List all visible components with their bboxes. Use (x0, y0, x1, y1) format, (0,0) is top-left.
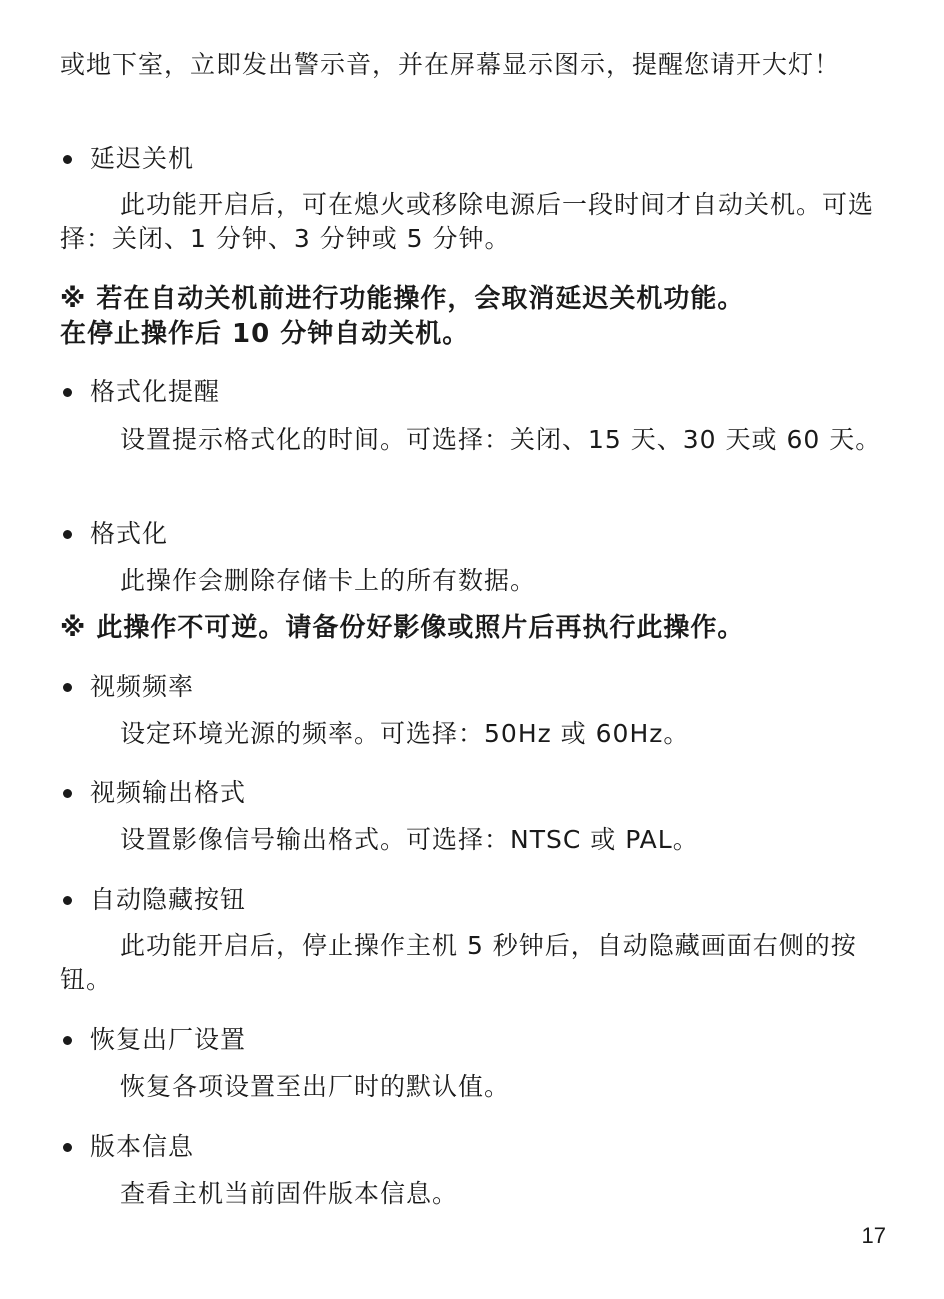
section-body-version-info: 查看主机当前固件版本信息。 (120, 1179, 459, 1208)
section-heading-delay-shutdown (60, 142, 890, 176)
section-title: 格式化提醒 (90, 377, 221, 406)
section-body-format-reminder: 设置提示格式化的时间。可选择：关闭、15 天、30 天或 60 天。 (120, 425, 882, 454)
bullet-icon (63, 155, 72, 164)
bullet-icon (63, 1143, 72, 1152)
section-title: 自动隐藏按钮 (90, 885, 247, 914)
section-heading-auto-hide-buttons (60, 883, 890, 917)
section-title: 恢复出厂设置 (90, 1025, 247, 1054)
bullet-icon (63, 896, 72, 905)
section-title: 视频频率 (90, 672, 195, 701)
bullet-icon (63, 1036, 72, 1045)
section-body-auto-hide-buttons: 此功能开启后，停止操作主机 5 秒钟后，自动隐藏画面右侧的按钮。 (60, 931, 857, 994)
section-heading-video-frequency (60, 670, 890, 704)
section-body-format: 此操作会删除存储卡上的所有数据。 (120, 566, 537, 595)
section-title: 延迟关机 (90, 144, 195, 173)
page-number: 17 (861, 1223, 886, 1248)
section-heading-factory-reset (60, 1023, 890, 1057)
section-title: 格式化 (90, 519, 169, 548)
bullet-icon (63, 388, 72, 397)
bullet-icon (63, 789, 72, 798)
section-body-video-output-format: 设置影像信号输出格式。可选择：NTSC 或 PAL。 (120, 825, 699, 854)
section-heading-video-output-format (60, 776, 890, 810)
section-heading-format-reminder (60, 375, 890, 409)
section-heading-format (60, 517, 890, 551)
section-title: 视频输出格式 (90, 778, 247, 807)
note-delay-shutdown-line2: 在停止操作后 10 分钟自动关机。 (60, 319, 470, 349)
bullet-icon (63, 530, 72, 539)
section-title: 版本信息 (90, 1132, 195, 1161)
section-body-delay-shutdown: 此功能开启后，可在熄火或移除电源后一段时间才自动关机。可选择：关闭、1 分钟、3 分钟或 5 分钟。 (60, 190, 875, 253)
section-heading-version-info (60, 1130, 890, 1164)
intro-paragraph: 或地下室，立即发出警示音，并在屏幕显示图示，提醒您请开大灯！ (60, 50, 841, 79)
note-format: ※ 此操作不可逆。请备份好影像或照片后再执行此操作。 (60, 613, 745, 643)
note-delay-shutdown-line1: ※ 若在自动关机前进行功能操作，会取消延迟关机功能。 (60, 284, 745, 314)
bullet-icon (63, 683, 72, 692)
section-body-factory-reset: 恢复各项设置至出厂时的默认值。 (120, 1072, 511, 1101)
section-body-video-frequency: 设定环境光源的频率。可选择：50Hz 或 60Hz。 (120, 719, 690, 748)
